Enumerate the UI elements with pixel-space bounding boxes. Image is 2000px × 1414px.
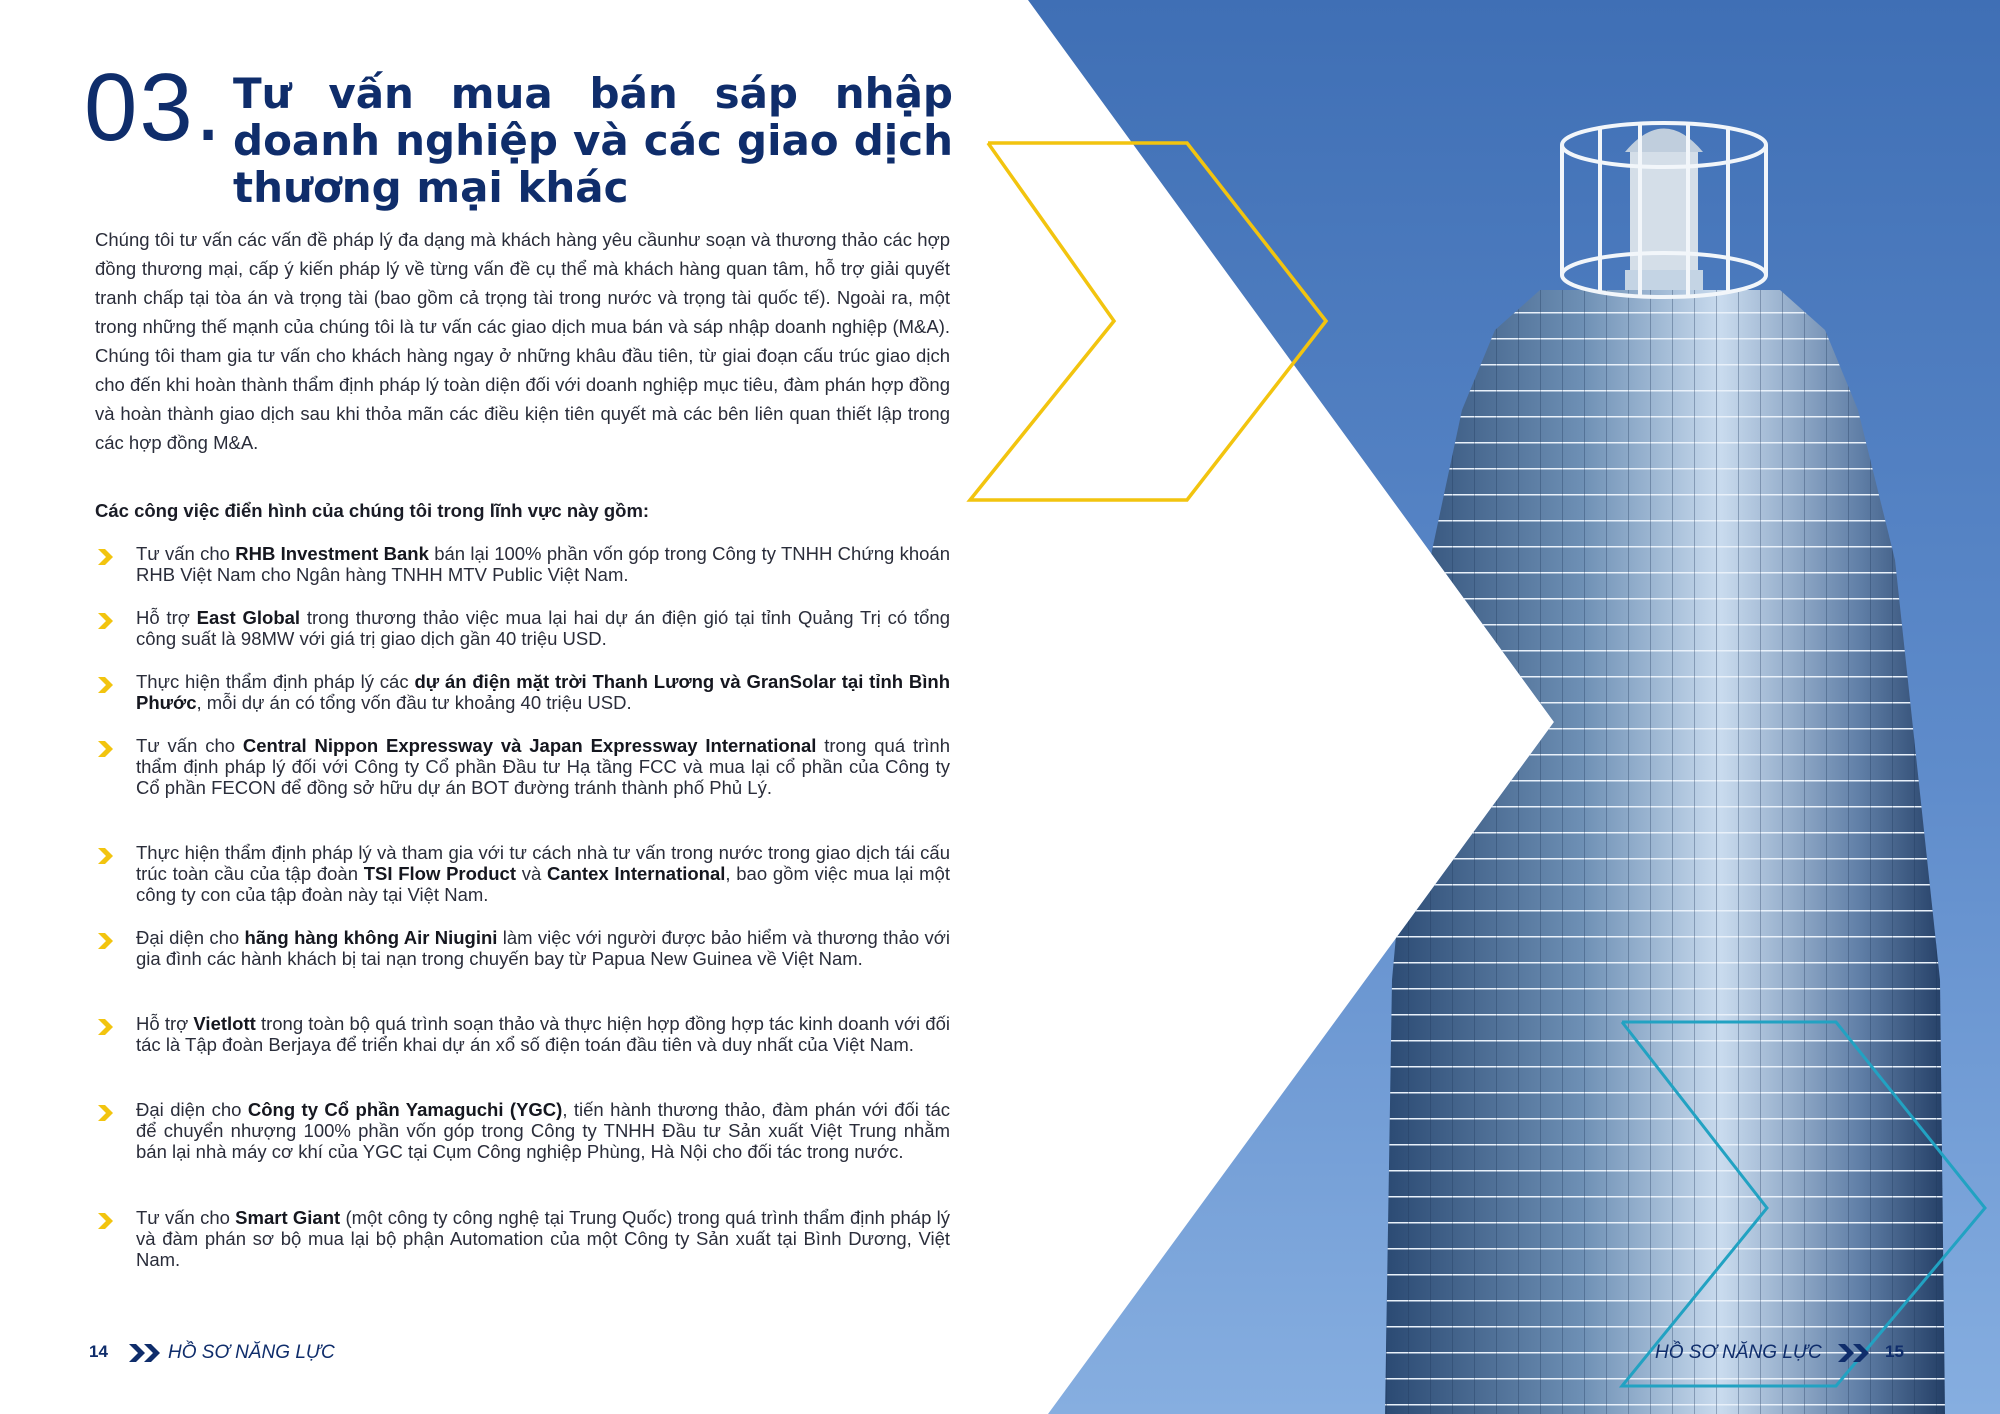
item-text: Tư vấn cho [136,735,243,756]
building-photo [1000,0,2000,1414]
list-heading: Các công việc điển hình của chúng tôi trong lĩnh vực này gồm: [95,500,650,521]
item-text: trong thương thảo việc mua lại hai dự án điện gió tại tỉnh Quảng Trị có tổng công suất là 98MW với giá trị giao dịch gần 40 triệu USD. [136,607,950,649]
item-text: trong quá trình thẩm định pháp lý đối với Công ty Cổ phần Đầu tư Hạ tầng FCC và mua lại cổ phần của Công ty Cổ phần FECON để đồng sở hữu dự án BOT đường tránh thành phố Phủ Lý. [136,735,950,798]
engagement-list [0,0,1000,1300]
item-highlight: TSI Flow Product [363,863,516,884]
list-item [96,671,950,713]
double-chevron-icon [129,1344,163,1362]
list-item [96,1099,950,1162]
chevron-bullet-icon [96,1104,114,1122]
item-text: làm việc với người được bảo hiểm và thương thảo với gia đình các hành khách bị tai nạn trong chuyến bay từ Papua New Guinea về Việt Nam. [136,927,950,969]
item-highlight: dự án điện mặt trời Thanh Lương và GranSolar tại tỉnh Bình Phước [136,671,951,713]
item-highlight: Central Nippon Expressway và Japan Expressway International [242,735,817,756]
item-text: (một công ty công nghệ tại Trung Quốc) trong quá trình thẩm định pháp lý và đàm phán sơ bộ mua lại bộ phận Automation của một Công ty Sản xuất tại Bình Dương, Việt Nam. [136,1207,950,1270]
chevron-bullet-icon [96,932,114,950]
list-item [96,842,950,905]
section-number: 03. [84,54,224,161]
item-highlight: RHB Investment Bank [235,543,429,564]
chevron-bullet-icon [96,847,114,865]
left-footer-label: HỒ SƠ NĂNG LỰC [168,1342,335,1363]
item-text: Hỗ trợ [136,1013,194,1034]
chevron-bullet-icon [96,1018,114,1036]
item-text: Đại diện cho [136,927,245,948]
list-item [96,1013,950,1055]
chevron-bullet-icon [96,612,114,630]
item-text: bán lại 100% phần vốn góp trong Công ty TNHH Chứng khoán RHB Việt Nam cho Ngân hàng TNHH MTV Public Việt Nam. [136,543,950,585]
list-item [96,1207,950,1270]
item-text: Đại diện cho [136,1099,248,1120]
list-item [96,543,950,585]
item-highlight: Cantex International [546,863,726,884]
item-text: , bao gồm việc mua lại một công ty con của tập đoàn này tại Việt Nam. [136,863,950,905]
item-text: Tư vấn cho [136,1207,236,1228]
item-text: Hỗ trợ [136,607,197,628]
intro-paragraph: Chúng tôi tư vấn các vấn đề pháp lý đa dạng mà khách hàng yêu cầunhư soạn và thương thảo các hợp đồng thương mại, cấp ý kiến pháp lý về từng vấn đề cụ thể mà khách hàng quan tâm, hỗ trợ giải quyết tranh chấp tại tòa án và trọng tài (bao gồm cả trọng tài trong nước và trọng tài quốc tế). Ngoài ra, một trong những thế mạnh của chúng tôi là tư vấn các giao dịch mua bán và sáp nhập doanh nghiệp (M&A). Chúng tôi tham gia tư vấn cho khách hàng ngay ở những khâu đầu tiên, từ giai đoạn cấu trúc giao dịch cho đến khi hoàn thành thẩm định pháp lý toàn diện đối với doanh nghiệp mục tiêu, đàm phán hợp đồng và hoàn thành giao dịch sau khi thỏa mãn các điều kiện tiên quyết mà các bên liên quan thiết lập trong các hợp đồng M&A. [95,229,950,453]
section-title: Tư vấn mua bán sáp nhập doanh nghiệp và các giao dịch thương mại khác [233,69,953,212]
item-highlight: Công ty Cổ phần Yamaguchi (YGC) [247,1099,563,1120]
item-highlight: Smart Giant [235,1207,341,1228]
item-text: , mỗi dự án có tổng vốn đầu tư khoảng 40 triệu USD. [196,692,632,713]
item-highlight: hãng hàng không Air Niugini [244,927,498,948]
double-chevron-icon [1838,1344,1872,1362]
item-highlight: East Global [196,607,301,628]
left-page-number: 14 [89,1342,108,1361]
list-item [96,927,950,969]
chevron-bullet-icon [96,676,114,694]
item-text: trong toàn bộ quá trình soạn thảo và thực hiện hợp đồng hợp tác kinh doanh với đối tác là Tập đoàn Berjaya để triển khai dự án xổ số điện toán đầu tiên và duy nhất của Việt Nam. [136,1013,950,1055]
chevron-bullet-icon [96,740,114,758]
item-text: và [515,863,547,884]
right-footer-label: HỒ SƠ NĂNG LỰC [1655,1342,1822,1363]
item-text: Thực hiện thẩm định pháp lý các [136,671,415,692]
item-highlight: Vietlott [193,1013,256,1034]
chevron-bullet-icon [96,548,114,566]
item-text: , tiến hành thương thảo, đàm phán với đối tác để chuyển nhượng 100% phần vốn góp trong Công ty TNHH Đầu tư Sản xuất Việt Trung nhằm bán lại nhà máy cơ khí của YGC tại Cụm Công nghiệp Phùng, Hà Nội cho đối tác trong nước. [136,1099,950,1162]
item-text: Thực hiện thẩm định pháp lý và tham gia với tư cách nhà tư vấn trong nước trong giao dịch tái cấu trúc toàn cầu của tập đoàn [136,842,950,884]
list-item [96,735,950,798]
list-item [96,607,950,649]
chevron-bullet-icon [96,1212,114,1230]
right-page-number: 15 [1885,1342,1904,1361]
item-text: Tư vấn cho [136,543,236,564]
